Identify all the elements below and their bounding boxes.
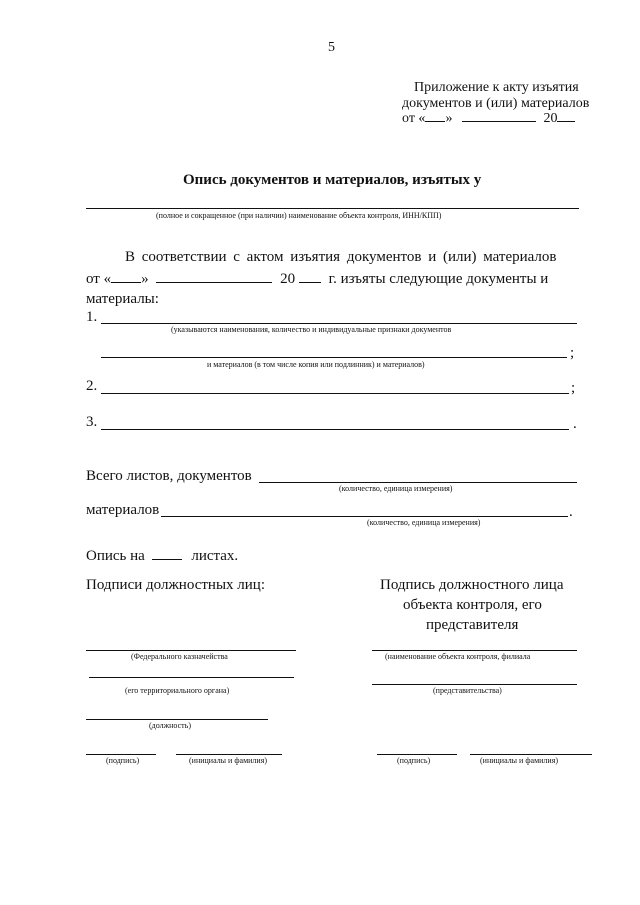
totals-materials-caption: (количество, единица измерения) — [367, 518, 481, 527]
appendix-date-mid: » — [445, 111, 453, 126]
page-number: 5 — [328, 40, 335, 55]
inventory-prefix: Опись на — [86, 548, 145, 564]
item-1-number: 1. — [86, 309, 98, 325]
left-signature-caption: (подпись) — [106, 756, 140, 765]
intro-line-2-suffix: г. изъяты следующие документы и — [328, 271, 549, 287]
left-treasury-line — [86, 650, 296, 651]
right-signature-caption: (подпись) — [397, 756, 431, 765]
right-name-caption: (наименование объекта контроля, филиала — [385, 652, 531, 661]
appendix-line-1: Приложение к акту изъятия — [414, 80, 579, 95]
left-signatures-heading: Подписи должностных лиц: — [86, 577, 265, 593]
item-2-semicolon: ; — [571, 380, 576, 396]
inventory-line — [86, 548, 238, 565]
inventory-count-blank — [152, 559, 182, 560]
appendix-date — [402, 111, 575, 127]
right-initials-caption: (инициалы и фамилия) — [480, 756, 559, 765]
left-position-line — [86, 719, 268, 720]
intro-date-prefix: от « — [86, 271, 112, 287]
appendix-day-blank — [425, 121, 445, 122]
totals-docs-line — [259, 482, 577, 483]
totals-materials-line — [161, 516, 568, 517]
title-object-line — [86, 208, 579, 209]
totals-period: . — [569, 504, 573, 520]
left-territorial-caption: (его территориального органа) — [125, 686, 230, 695]
right-signatures-heading-2: объекта контроля, его — [403, 597, 542, 613]
item-1-line-2 — [101, 357, 567, 358]
intro-day-blank — [111, 282, 141, 283]
appendix-line-2: документов и (или) материалов — [402, 96, 590, 111]
left-treasury-caption: (Федерального казначейства — [131, 652, 228, 661]
totals-docs-label: Всего листов, документов — [86, 468, 252, 484]
item-3-line — [101, 429, 569, 430]
item-1-caption: (указываются наименования, количество и индивидуальные признаки документов — [171, 325, 452, 334]
left-position-caption: (должность) — [149, 721, 191, 730]
intro-line-3: материалы: — [86, 291, 159, 307]
right-initials-line — [470, 754, 592, 755]
right-signature-line — [377, 754, 457, 755]
appendix-month-blank — [462, 121, 536, 122]
intro-line-2 — [86, 271, 548, 288]
intro-year-blank — [299, 282, 321, 283]
intro-date-mid: » — [141, 271, 149, 287]
totals-docs-caption: (количество, единица измерения) — [339, 484, 453, 493]
item-3-period: . — [573, 416, 577, 432]
item-1-semicolon: ; — [570, 345, 575, 361]
left-initials-caption: (инициалы и фамилия) — [189, 756, 268, 765]
left-initials-line — [176, 754, 282, 755]
intro-month-blank — [156, 282, 272, 283]
title-caption: (полное и сокращенное (при наличии) наименование объекта контроля, ИНН/КПП) — [156, 211, 442, 220]
totals-materials-label: материалов — [86, 502, 160, 518]
item-3-number: 3. — [86, 414, 98, 430]
intro-year: 20 — [280, 271, 296, 287]
intro-line-1: В соответствии с актом изъятия документов и (или) материалов — [125, 249, 557, 265]
right-signatures-heading-3: представителя — [426, 617, 519, 633]
item-2-line — [101, 393, 569, 394]
right-name-line — [372, 650, 577, 651]
right-office-line — [372, 684, 577, 685]
item-1-line — [101, 323, 577, 324]
appendix-year-blank — [557, 121, 575, 122]
left-territorial-line — [89, 677, 294, 678]
item-2-number: 2. — [86, 378, 98, 394]
appendix-year: 20 — [543, 111, 558, 126]
item-1-caption-2: и материалов (в том числе копия или подлинник) и материалов) — [207, 360, 425, 369]
appendix-date-prefix: от « — [402, 111, 426, 126]
inventory-suffix: листах. — [191, 548, 239, 564]
right-office-caption: (представительства) — [433, 686, 502, 695]
left-signature-line — [86, 754, 156, 755]
right-signatures-heading-1: Подпись должностного лица — [380, 577, 564, 593]
document-title: Опись документов и материалов, изъятых у — [183, 172, 482, 188]
